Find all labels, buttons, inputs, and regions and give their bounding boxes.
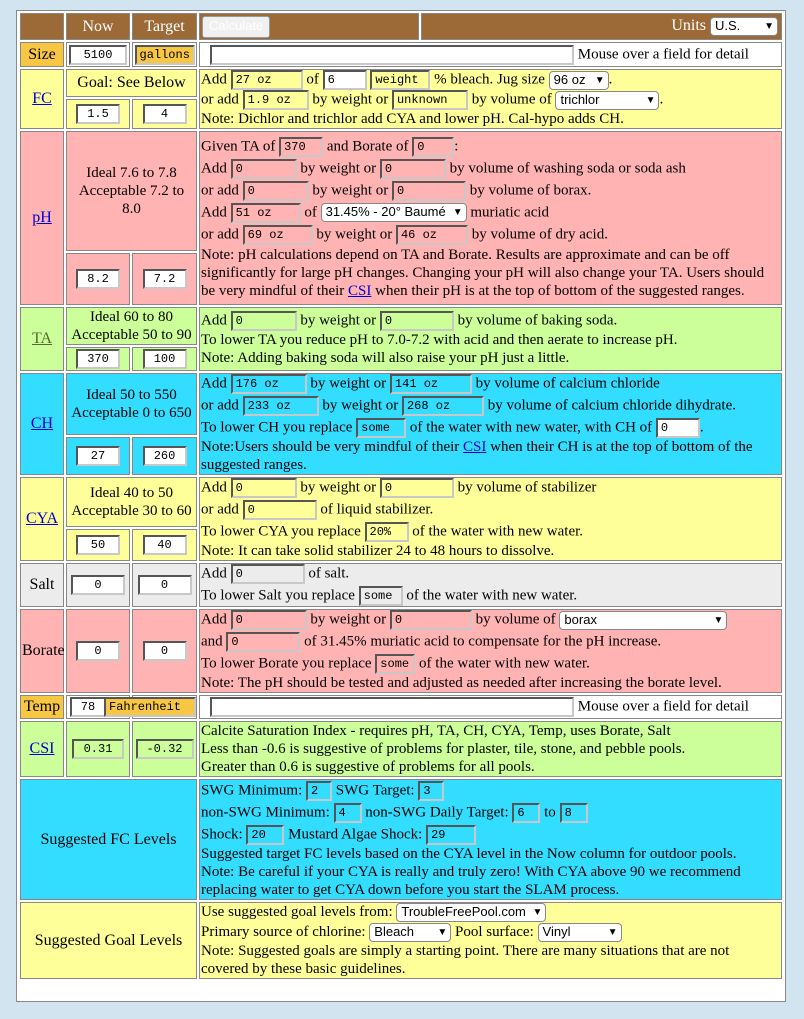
salt-target-cell	[132, 563, 197, 607]
cya-label-cell	[20, 477, 64, 561]
salt-amount[interactable]: 0	[231, 564, 305, 584]
calculate-button[interactable]: Calculate	[202, 16, 270, 38]
csi-now-cell	[66, 721, 130, 777]
cya-now-cell	[66, 529, 130, 561]
suggested-goals-label: Suggested Goal Levels	[20, 902, 197, 979]
header-corner	[20, 13, 64, 40]
ch-ideal: Ideal 50 to 550	[86, 387, 177, 404]
salt-detail: Add 0 of salt. To lower Salt you replace some of the water with new water.	[199, 563, 782, 607]
ch-csi-link[interactable]: CSI	[463, 439, 487, 455]
ta-detail: Add 0 by weight or 0 by volume of baking soda. To lower TA you reduce pH to 7.0-7.2 with acid and then aerate to increase pH. Note: Adding baking soda will also raise your pH just a little.	[199, 307, 782, 371]
ph-now-cell	[66, 253, 130, 305]
salt-target-input[interactable]: 0	[138, 575, 192, 595]
ch-label-cell	[20, 373, 64, 475]
csi-target-value: -0.32	[136, 739, 194, 759]
ph-range-cell	[66, 131, 197, 251]
cya-link[interactable]: CYA	[25, 510, 58, 527]
ta-now-input[interactable]: 370	[76, 349, 120, 369]
size-detail-box	[210, 45, 574, 65]
ta-ideal: Ideal 60 to 80	[90, 309, 173, 325]
size-detail-text: Mouse over a field for detail	[577, 45, 749, 62]
temp-label: Temp	[23, 698, 61, 715]
size-detail-cell	[199, 42, 782, 67]
ph-ideal: Ideal 7.6 to 7.8	[86, 165, 177, 181]
ch-cc-weight[interactable]: 176 oz	[231, 374, 307, 394]
ph-soda-volume[interactable]: 0	[380, 159, 446, 179]
cya-acceptable: Acceptable 30 to 60	[71, 503, 192, 520]
borate-target-cell	[132, 609, 197, 693]
ta-acceptable: Acceptable 50 to 90	[71, 327, 192, 343]
ch-target-cell	[132, 437, 197, 475]
ph-borate-input[interactable]: 0	[412, 137, 454, 157]
fc-bleach-type[interactable]: weight	[370, 70, 430, 90]
ph-acid-amount[interactable]: 51 oz	[231, 203, 301, 223]
suggested-fc-detail: SWG Minimum: 2 SWG Target: 3 non-SWG Minimum: 4 non-SWG Daily Target: 6 to 8 Shock: 20 Mustard Algae Shock: 29 Suggested target FC levels based on the CYA level in the Now column for outdoor pools. Note: Be careful if your CYA is really and truly zero! With CYA above 90 we recommend replacing water to get CYA down before you start the SLAM process.	[199, 779, 782, 900]
fc-label-cell	[20, 69, 64, 129]
ta-lower-text: To lower TA you reduce pH to 7.0-7.2 with acid and then aerate to increase pH.	[201, 332, 678, 348]
ta-range-cell	[66, 307, 197, 345]
size-label-cell	[20, 42, 64, 67]
goal-source-select[interactable]: TroubleFreePool.com ▼	[396, 903, 546, 922]
ta-target-cell	[132, 347, 197, 371]
suggested-fc-note1: Suggested target FC levels based on the CYA level in the Now column for outdoor pools.	[201, 845, 737, 862]
header-now: Now	[66, 13, 130, 40]
ph-note: Note: pH calculations depend on TA and Borate. Results are approximate and can be off significantly for large pH changes. Changing your pH will also change your TA. Users should be very mindful of their CSI when their pH is at the top of bottom of the suggested ranges.	[201, 246, 765, 299]
salt-label-cell	[20, 563, 64, 607]
salt-now-input[interactable]: 0	[71, 575, 125, 595]
csi-line2: Less than -0.6 is suggestive of problems for plaster, tile, stone, and pebble pools.	[201, 741, 686, 757]
cya-target-input[interactable]: 40	[143, 535, 187, 555]
csi-target-cell	[132, 721, 197, 777]
borate-replace[interactable]: some	[375, 654, 415, 674]
chevron-down-icon: ▼	[645, 94, 656, 106]
ch-acceptable: Acceptable 0 to 650	[71, 405, 192, 422]
ph-target-cell	[132, 253, 197, 305]
chlorine-source-select[interactable]: Bleach ▼	[369, 923, 451, 942]
borate-acid[interactable]: 0	[226, 632, 300, 652]
size-unit-select[interactable]: gallons	[135, 45, 195, 65]
fc-dichlor-weight[interactable]: 1.9 oz	[243, 90, 309, 110]
ph-target-input[interactable]: 7.2	[143, 269, 187, 289]
units-label: Units	[671, 17, 706, 35]
ph-link[interactable]: pH	[32, 209, 52, 226]
nonswg-high-value: 8	[560, 803, 588, 823]
ch-now-input[interactable]: 27	[76, 446, 120, 466]
chevron-down-icon: ▼	[594, 74, 605, 86]
ph-acid-select[interactable]: 31.45% - 20° Baumé ▼	[321, 203, 467, 222]
ph-borax-volume[interactable]: 0	[392, 181, 466, 201]
size-unit-cell	[132, 42, 197, 67]
shock-value: 20	[246, 825, 284, 845]
header-units-cell	[421, 13, 782, 40]
chevron-down-icon: ▼	[437, 927, 448, 939]
chevron-down-icon: ▼	[713, 614, 724, 626]
salt-label: Salt	[29, 576, 55, 593]
salt-replace[interactable]: some	[359, 586, 403, 606]
csi-line3: Greater than 0.6 is suggestive of problems for all pools.	[201, 759, 535, 775]
size-value-cell	[66, 42, 130, 67]
ph-acceptable: Acceptable 7.2 to 8.0	[78, 183, 185, 217]
ta-note: Note: Adding baking soda will also raise your pH just a little.	[201, 350, 570, 366]
pool-surface-select[interactable]: Vinyl ▼	[538, 923, 622, 942]
header-calc-cell	[199, 13, 419, 40]
cya-detail: Add 0 by weight or 0 by volume of stabilizer or add 0 of liquid stabilizer. To lower CYA you replace 20% of the water with new water. Note: It can take solid stabilizer 24 to 48 hours to dissolve.	[199, 477, 782, 561]
mustard-value: 29	[426, 825, 476, 845]
fc-goal: Goal: See Below	[66, 69, 197, 97]
cya-note: Note: It can take solid stabilizer 24 to 48 hours to dissolve.	[201, 543, 555, 559]
fc-target-input[interactable]: 4	[143, 104, 187, 124]
calculator-table	[18, 11, 784, 981]
cya-now-input[interactable]: 50	[76, 535, 120, 555]
ph-ta-input[interactable]: 370	[279, 137, 323, 157]
fc-bleach-amount[interactable]: 27 oz	[231, 70, 303, 90]
ph-dry-volume[interactable]: 46 oz	[396, 225, 468, 245]
cya-target-cell	[132, 529, 197, 561]
borate-label-cell	[20, 609, 64, 693]
temp-detail-box	[210, 697, 574, 717]
nonswg-low-value: 6	[512, 803, 540, 823]
units-select[interactable]: U.S. ▼	[710, 17, 778, 36]
ch-range-cell	[66, 373, 197, 435]
ph-soda-weight[interactable]: 0	[231, 159, 297, 179]
ph-detail: Given TA of 370 and Borate of 0 : Add 0 by weight or 0 by volume of washing soda or soda ash or add 0 by weight or 0 by volume of borax. Add 51 oz of 31.45% - 20° Baumé ▼ muriatic acid or add 69 oz by weight or 46 oz by volume of dry acid. Note: pH calculations depend on TA and Borate. Results are approximate and can be off significantly for large pH changes. Changing your pH will also change your TA. Users should be very mindful of their CSI when their pH is at the top of bottom of the suggested ranges.	[199, 131, 782, 305]
size-label: Size	[28, 45, 56, 63]
ch-new-ch[interactable]: 0	[656, 418, 700, 438]
temp-unit-select[interactable]: Fahrenheit	[104, 697, 196, 717]
ch-detail: Add 176 oz by weight or 141 oz by volume of calcium chloride or add 233 oz by weight or 268 oz by volume of calcium chloride dihydrate. To lower CH you replace some of the water with new water, with CH of 0 . Note:Users should be very mindful of their CSI when their CH is at the top of bottom of the suggested ranges.	[199, 373, 782, 475]
ch-replace[interactable]: some	[356, 418, 406, 438]
pool-calculator	[16, 10, 786, 1002]
ph-now-input[interactable]: 8.2	[76, 269, 120, 289]
salt-now-cell	[66, 563, 130, 607]
ch-now-cell	[66, 437, 130, 475]
borate-volume[interactable]: 0	[390, 610, 472, 630]
fc-dichlor-volume[interactable]: unknown	[392, 90, 468, 110]
ph-borax-weight[interactable]: 0	[243, 181, 309, 201]
cya-volume[interactable]: 0	[380, 478, 454, 498]
ph-csi-link[interactable]: CSI	[348, 282, 372, 299]
chevron-down-icon: ▼	[764, 21, 774, 32]
chevron-down-icon: ▼	[532, 907, 543, 919]
cya-weight[interactable]: 0	[231, 478, 297, 498]
swg-target-value: 3	[418, 781, 444, 801]
cya-liquid[interactable]: 0	[243, 500, 317, 520]
fc-link[interactable]: FC	[32, 90, 52, 107]
ch-note: Note:Users should be very mindful of their CSI when their CH is at the top of bottom of the suggested ranges.	[201, 439, 753, 473]
fc-chemical-select[interactable]: trichlor ▼	[555, 91, 659, 110]
borate-target-input[interactable]: 0	[143, 641, 187, 661]
csi-detail	[199, 721, 782, 777]
csi-line1: Calcite Saturation Index - requires pH, TA, CH, CYA, Temp, uses Borate, Salt	[201, 723, 671, 739]
ch-cc-volume[interactable]: 141 oz	[390, 374, 472, 394]
fc-detail: Add 27 oz of 6 weight % bleach. Jug size 96 oz ▼ . or add 1.9 oz by weight or unknown by volume of trichlor ▼ . Note: Dichlor and trichlor add CYA and lower pH. Cal-hypo adds CH.	[199, 69, 782, 129]
borate-label: Borate	[22, 642, 65, 659]
ph-label-cell	[20, 131, 64, 305]
temp-detail-cell	[199, 695, 782, 719]
temp-detail-text: Mouse over a field for detail	[577, 698, 749, 715]
ch-ccd-weight[interactable]: 233 oz	[243, 396, 319, 416]
cya-replace[interactable]: 20%	[365, 522, 409, 542]
fc-now-input[interactable]: 1.5	[76, 104, 120, 124]
fc-bleach-percent[interactable]: 6	[323, 70, 367, 90]
cya-ideal: Ideal 40 to 50	[90, 485, 173, 502]
borate-now-cell	[66, 609, 130, 693]
ta-weight[interactable]: 0	[231, 311, 297, 331]
header-target: Target	[132, 13, 197, 40]
csi-now-value: 0.31	[72, 739, 124, 759]
swg-min-value: 2	[306, 781, 332, 801]
ph-dry-weight[interactable]: 69 oz	[243, 225, 313, 245]
suggested-fc-label: Suggested FC Levels	[20, 779, 197, 900]
size-input[interactable]: 5100	[69, 45, 127, 65]
ta-target-input[interactable]: 100	[143, 349, 187, 369]
suggested-fc-note2: Note: Be careful if your CYA is really and truly zero! With CYA above 90 we recommend replacing water to get CYA down before you start the SLAM process.	[201, 863, 741, 898]
borate-now-input[interactable]: 0	[76, 641, 120, 661]
ch-ccd-volume[interactable]: 268 oz	[402, 396, 484, 416]
ta-label-cell	[20, 307, 64, 371]
ch-target-input[interactable]: 260	[143, 446, 187, 466]
temp-label-cell	[20, 695, 64, 719]
fc-jug-size-select[interactable]: 96 oz ▼	[549, 71, 609, 90]
csi-link[interactable]: CSI	[29, 740, 55, 757]
temp-input[interactable]: 78	[70, 697, 106, 717]
chevron-down-icon: ▼	[452, 207, 463, 218]
fc-now-cell	[66, 99, 130, 129]
cya-range-cell	[66, 477, 197, 527]
ch-link[interactable]: CH	[30, 415, 54, 432]
suggested-goals-note: Note: Suggested goals are simply a starting point. There are many situations that are not covered by these basic guidelines.	[201, 943, 730, 978]
chevron-down-icon: ▼	[607, 927, 618, 939]
borate-detail: Add 0 by weight or 0 by volume of borax ▼ and 0 of 31.45% muriatic acid to compensate for the pH increase. To lower Borate you replace some of the water with new water. Note: The pH should be tested and adjusted as needed after increasing the borate level.	[199, 609, 782, 693]
ta-link[interactable]: TA	[31, 330, 53, 347]
fc-note: Note: Dichlor and trichlor add CYA and lower pH. Cal-hypo adds CH.	[201, 111, 624, 127]
borate-note: Note: The pH should be tested and adjusted as needed after increasing the borate level.	[201, 675, 722, 691]
borate-chemical-select[interactable]: borax ▼	[559, 611, 727, 630]
suggested-goals-detail: Use suggested goal levels from: TroubleFreePool.com ▼ Primary source of chlorine: Bleach ▼ Pool surface: Vinyl ▼ Note: Suggested goals are simply a starting point. There are many situations that are not covered by these basic guidelines.	[199, 902, 782, 979]
ta-now-cell	[66, 347, 130, 371]
fc-target-cell	[132, 99, 197, 129]
ta-volume[interactable]: 0	[380, 311, 454, 331]
csi-label-cell	[20, 721, 64, 777]
nonswg-min-value: 4	[334, 803, 362, 823]
borate-weight[interactable]: 0	[231, 610, 307, 630]
temp-unit-cell	[109, 695, 197, 719]
